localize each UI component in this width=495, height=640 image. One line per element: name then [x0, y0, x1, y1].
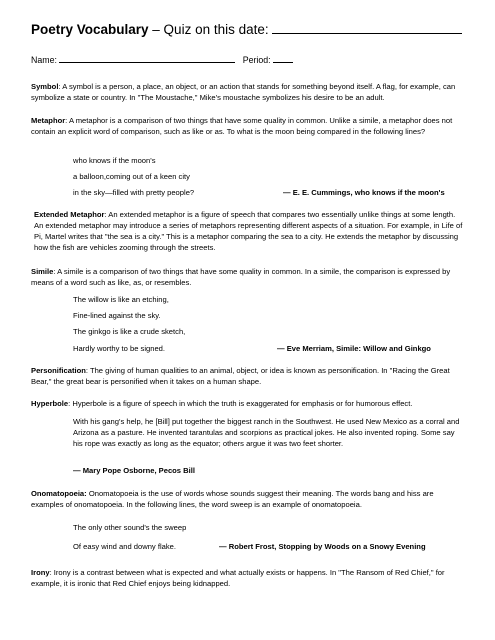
extended-metaphor-text: : An extended metaphor is a figure of speech that compares two essentially unlike things at some length. An extended metaphor may introduce a series of metaphors representing different aspects of a situation. For example, in Life of Pi, Martel writes that "the sea is a city." This is a metaphor comparing the sea to a city. He extends the metaphor by discussing how the fish are vehicles zooming through the streets. [34, 210, 463, 252]
hyperbole-quote: With his gang's help, he [Bill] put together the biggest ranch in the Southwest. He used New Mexico as a corral and Arizona as a pasture. He invented tarantulas and scorpions as practical jokes. He also invented roping. Some say his rope was exactly as long as the equator; others argue it was two feet shorter. [73, 417, 460, 448]
term-simile: Simile [31, 267, 54, 276]
term-extended-metaphor: Extended Metaphor [34, 210, 105, 219]
metaphor-attribution: — E. E. Cummings, who knows if the moon's [283, 188, 445, 197]
symbol-definition [31, 81, 463, 103]
poem-line: The ginkgo is like a crude sketch, [73, 327, 186, 336]
irony-definition [31, 567, 463, 589]
term-onomatopoeia: Onomatopoeia: [31, 489, 87, 498]
term-personification: Personification [31, 366, 86, 375]
name-label: Name: [31, 55, 57, 65]
simile-text: : A simile is a comparison of two things that have some quality in common. In a simile, the comparison is expressed by means of a word such as like, as, or resembles. [31, 267, 451, 287]
hyperbole-text: : Hyperbole is a figure of speech in which the truth is exaggerated for emphasis or for humorous effect. [68, 399, 413, 408]
simile-attribution: — Eve Merriam, Simile: Willow and Ginkgo [277, 344, 431, 353]
page-title [31, 22, 462, 38]
hyperbole-attribution: — Mary Pope Osborne, Pecos Bill [73, 466, 195, 475]
quiz-date-blank[interactable] [272, 22, 462, 34]
metaphor-text: : A metaphor is a comparison of two things that have some quality in common. Unlike a simile, a metaphor does not contain an explicit word of comparison, such as like or as. To what is the moon being compared in the following lines? [31, 116, 453, 136]
simile-definition [31, 266, 463, 288]
onomatopoeia-attribution: — Robert Frost, Stopping by Woods on a Snowy Evening [219, 542, 426, 551]
term-irony: Irony [31, 568, 50, 577]
symbol-text: : A symbol is a person, a place, an object, or an action that stands for something beyond itself. A flag, for example, can symbolize a state or country. In "The Moustache," Mike's moustache symbolizes his desire to be an adult. [31, 82, 456, 102]
term-hyperbole: Hyperbole [31, 399, 69, 408]
onomatopoeia-definition [31, 488, 463, 510]
personification-text: : The giving of human qualities to an animal, object, or idea is known as personification. In "Racing the Great Bear," the great bear is personified when it takes on a human shape. [31, 366, 450, 386]
poem-line: The only other sound's the sweep [73, 523, 187, 532]
term-metaphor: Metaphor [31, 116, 66, 125]
irony-text: : Irony is a contrast between what is expected and what actually exists or happens. In "The Ransom of Red Chief," for example, it is ironic that Red Chief enjoys being kidnapped. [31, 568, 445, 588]
period-label: Period: [242, 55, 271, 65]
onomatopoeia-text: Onomatopoeia is the use of words whose sounds suggest their meaning. The words bang and hiss are examples of onomatopoeia. In the following lines, the word sweep is an example of onomatopoeia. [31, 489, 434, 509]
poem-line: in the sky—filled with pretty people? [73, 188, 195, 197]
term-symbol: Symbol [31, 82, 59, 91]
extended-metaphor-definition [34, 209, 464, 253]
title-date-label: – Quiz on this date: [148, 22, 273, 37]
poem-line: a balloon,coming out of a keen city [73, 172, 190, 181]
name-blank[interactable] [59, 54, 235, 63]
poem-line: who knows if the moon's [73, 156, 156, 165]
title-bold: Poetry Vocabulary [31, 22, 149, 37]
period-blank[interactable] [273, 54, 293, 63]
personification-definition [31, 365, 463, 387]
name-row [31, 54, 293, 65]
poem-line: Fine-lined against the sky. [73, 311, 161, 320]
hyperbole-definition [31, 398, 463, 409]
poem-line: Of easy wind and downy flake. [73, 542, 176, 551]
metaphor-definition [31, 115, 463, 137]
poem-line: Hardly worthy to be signed. [73, 344, 166, 353]
poem-line: The willow is like an etching, [73, 295, 169, 304]
